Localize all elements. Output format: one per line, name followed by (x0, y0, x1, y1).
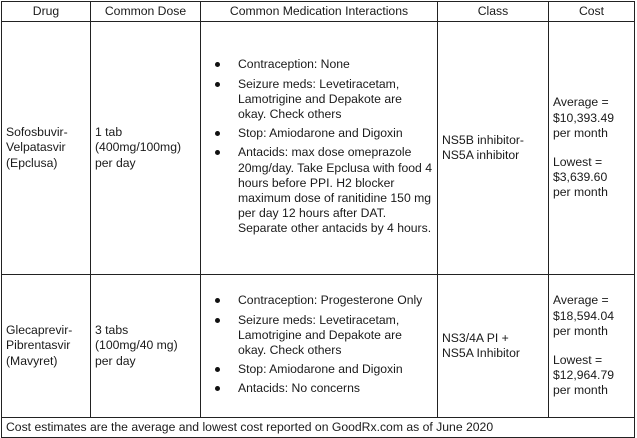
class-line: NS5A Inhibitor (442, 346, 520, 360)
lowest-value: $12,964.79 (553, 368, 614, 383)
cost-cell (549, 22, 635, 275)
drug-brand-name: (Epclusa) (6, 155, 58, 170)
average-cost (553, 95, 630, 141)
class-line: NS5A inhibitor (442, 148, 520, 162)
hcv-drug-comparison-table (1, 1, 635, 438)
table-row-mavyret (2, 275, 635, 418)
interactions-list (205, 57, 433, 236)
dose-line: 1 tab (95, 125, 123, 140)
interaction-item: Seizure meds: Levetiracetam, Lamotrigine and Depakote are okay. Check others (205, 77, 433, 123)
class-line: NS5B inhibitor- (442, 132, 524, 147)
dose-line: per day (95, 155, 136, 170)
dose-line: (400mg/100mg) (95, 140, 182, 155)
dose-line: 3 tabs (95, 323, 129, 338)
average-unit: per month (553, 125, 608, 140)
header-common-dose: Common Dose (91, 2, 201, 22)
class-cell (438, 22, 549, 275)
header-interactions: Common Medication Interactions (201, 2, 438, 22)
dose-cell (91, 22, 201, 275)
interactions-cell (201, 22, 438, 275)
dose-line: per day (95, 353, 136, 368)
interaction-item: Contraception: Progesterone Only (205, 293, 433, 308)
footer-row (2, 418, 635, 438)
lowest-cost (553, 353, 630, 399)
interaction-item: Stop: Amiodarone and Digoxin (205, 362, 433, 377)
class-line: NS3/4A PI + (442, 330, 509, 345)
drug-name-line: Pibrentasvir (6, 338, 71, 353)
interactions-cell (201, 275, 438, 418)
interaction-item: Stop: Amiodarone and Digoxin (205, 126, 433, 141)
interaction-item: Antacids: max dose omeprazole 20mg/day. Take Epclusa with food 4 hours before PPI. H2 blocker maximum dose of ranitidine 150 mg per day 12 hours after DAT. Separate other antacids by 4 hours. (205, 145, 433, 236)
class-cell (438, 275, 549, 418)
drug-name-line: Velpatasvir (6, 140, 66, 155)
lowest-cost (553, 155, 630, 201)
average-label: Average = (553, 95, 609, 110)
cost-footnote: Cost estimates are the average and lowest cost reported on GoodRx.com as of June 2020 (2, 418, 635, 438)
average-value: $18,594.04 (553, 308, 614, 323)
dose-cell (91, 275, 201, 418)
lowest-value: $3,639.60 (553, 170, 608, 185)
header-drug: Drug (2, 2, 91, 22)
cost-cell (549, 275, 635, 418)
lowest-unit: per month (553, 383, 608, 398)
average-cost (553, 293, 630, 339)
lowest-label: Lowest = (553, 353, 603, 367)
interaction-item: Contraception: None (205, 57, 433, 72)
header-cost: Cost (549, 2, 635, 22)
drug-brand-name: (Mavyret) (6, 353, 58, 368)
lowest-label: Lowest = (553, 155, 603, 169)
drug-cell (2, 22, 91, 275)
interaction-item: Antacids: No concerns (205, 381, 433, 396)
header-row (2, 2, 635, 22)
table-row-epclusa (2, 22, 635, 275)
drug-name-line: Sofosbuvir- (6, 125, 68, 140)
header-class: Class (438, 2, 549, 22)
interactions-list (205, 293, 433, 396)
lowest-unit: per month (553, 185, 608, 200)
dose-line: (100mg/40 mg) (95, 338, 178, 353)
drug-cell (2, 275, 91, 418)
interaction-item: Seizure meds: Levetiracetam, Lamotrigine and Depakote are okay. Check others (205, 313, 433, 359)
average-unit: per month (553, 323, 608, 338)
average-value: $10,393.49 (553, 110, 614, 125)
drug-name-line: Glecaprevir- (6, 323, 73, 338)
average-label: Average = (553, 293, 609, 308)
